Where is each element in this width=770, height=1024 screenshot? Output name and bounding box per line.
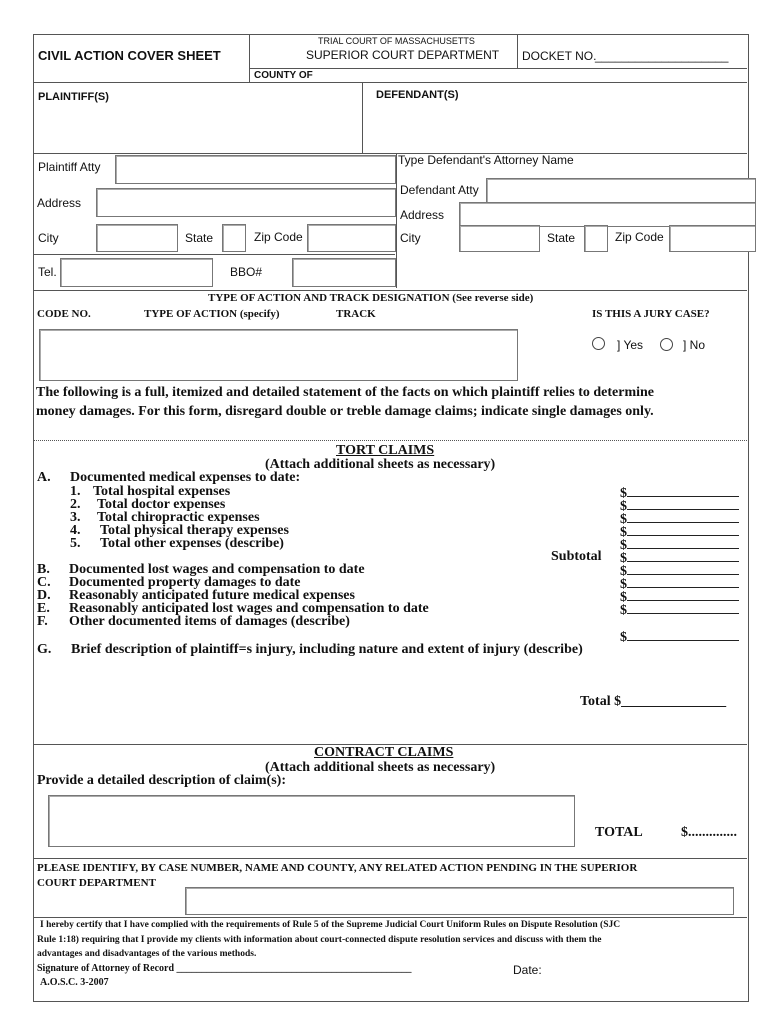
contract-total-value[interactable]: $.............. [681,825,737,840]
plaintiff-tel-label: Tel. [38,265,57,279]
track-label: TRACK [336,308,376,320]
amount-other[interactable]: $ [620,536,739,554]
header-divider-2 [517,34,518,68]
tort-item-num: 3. [70,510,81,525]
type-of-action-label: TYPE OF ACTION (specify) [144,308,280,320]
jury-question: IS THIS A JURY CASE? [592,308,710,320]
county-label: COUNTY OF [254,70,313,81]
tort-letter-text: Reasonably anticipated future medical expenses [69,588,355,603]
related-line-2: COURT DEPARTMENT [37,877,156,889]
defendant-zip-input[interactable] [669,225,756,252]
statement-line-2: money damages. For this form, disregard double or treble damage claims; indicate single damages only. [36,404,654,419]
tort-item-num: 4. [70,523,81,538]
contract-subtitle: (Attach additional sheets as necessary) [265,760,496,775]
related-action-input[interactable] [185,887,734,915]
tort-g-letter: G. [37,642,52,657]
tort-letter-text: Other documented items of damages (describe) [69,614,350,629]
defendant-address-label: Address [400,208,445,222]
tort-item-num: 2. [70,497,81,512]
header-divider-1 [249,34,250,82]
tort-letter-text: Documented lost wages and compensation to date [69,562,365,577]
tort-letter: F. [37,614,48,629]
contract-total-label: TOTAL [595,825,643,840]
defendant-atty-input[interactable] [486,178,756,204]
tort-a-text: Documented medical expenses to date: [70,470,301,485]
jury-yes-label: ] Yes [617,338,644,352]
plaintiff-zip-label: Zip Code [254,230,303,244]
form-title: CIVIL ACTION COVER SHEET [38,48,221,63]
signature-line[interactable]: Signature of Attorney of Record _______________________________________________ [37,963,412,974]
plaintiff-bbo-input[interactable] [292,258,396,287]
plaintiff-state-input[interactable] [222,224,246,252]
plaintiff-address-label: Address [37,196,82,210]
tort-letter-text: Reasonably anticipated lost wages and compensation to date [69,601,429,616]
contract-description-input[interactable] [48,795,575,847]
certify-top [33,917,747,918]
plaintiff-city-input[interactable] [96,224,178,252]
defendant-state-input[interactable] [584,225,608,252]
defendant-type-label: Type Defendant's Attorney Name [398,153,574,167]
docket-field[interactable]: ____________________ [595,49,729,63]
form-id: A.O.S.C. 3-2007 [40,977,109,988]
defendant-address-input[interactable] [459,202,756,227]
tort-total[interactable]: Total $_______________ [580,694,727,709]
plaintiff-atty-input[interactable] [115,155,396,184]
amount-physical-therapy[interactable]: $ [620,523,739,541]
plaintiff-zip-input[interactable] [307,224,396,252]
header-underline [249,68,747,69]
subtotal-label: Subtotal [551,549,602,564]
action-input[interactable] [39,329,518,381]
action-top [33,290,747,291]
tort-a-letter: A. [37,470,51,485]
parties-bottom [33,153,747,154]
jury-no-label: ] No [683,338,706,352]
header-bottom [33,82,747,83]
attorney-divider [396,153,397,288]
contract-title: CONTRACT CLAIMS [314,745,454,760]
tort-letter: E. [37,601,50,616]
amount-other-damages[interactable]: $ [620,628,739,646]
certify-line-3: advantages and disadvantages of the various methods. [37,949,257,959]
amount-lost-wages[interactable]: $ [620,562,739,580]
defendant-zip-label: Zip Code [615,230,664,244]
amount-property[interactable]: $ [620,575,739,593]
parties-divider [362,82,363,153]
jury-yes-radio[interactable] [592,337,605,350]
amount-chiropractic[interactable]: $ [620,510,739,528]
amount-future-medical[interactable]: $ [620,588,739,606]
date-label: Date: [513,963,542,977]
statement-line-1: The following is a full, itemized and detailed statement of the facts on which plaintiff relies to determine [36,385,655,400]
tort-item-text: Total chiropractic expenses [97,510,260,525]
amount-doctor[interactable]: $ [620,497,739,515]
amount-subtotal[interactable]: $ [620,549,739,567]
tort-item-num: 5. [70,536,81,551]
tort-item-text: Total hospital expenses [93,484,231,499]
jury-no-radio[interactable] [660,338,673,351]
action-heading: TYPE OF ACTION AND TRACK DESIGNATION (See reverse side) [208,292,534,304]
defendant-label: DEFENDANT(S) [376,89,459,101]
tort-letter: B. [37,562,50,577]
tort-item-text: Total other expenses (describe) [100,536,284,551]
tort-letter-text: Documented property damages to date [69,575,301,590]
contract-provide: Provide a detailed description of claim(s): [37,773,286,788]
statement-divider [33,440,747,441]
docket-label: DOCKET NO. [522,49,597,63]
amount-anticipated-wages[interactable]: $ [620,601,739,619]
plaintiff-state-label: State [185,231,214,245]
plaintiff-bbo-label: BBO# [230,265,263,279]
tort-item-num: 1. [70,484,81,499]
court-line-1: TRIAL COURT OF MASSACHUSETTS [318,36,475,46]
tort-item-text: Total physical therapy expenses [100,523,289,538]
code-no-label: CODE NO. [37,308,91,320]
tort-letter: C. [37,575,51,590]
plaintiff-atty-label: Plaintiff Atty [38,160,101,174]
tort-g-text: Brief description of plaintiff=s injury, including nature and extent of injury (describe) [71,642,583,657]
plaintiff-tel-rule [33,254,395,255]
tort-letter: D. [37,588,51,603]
amount-hospital[interactable]: $ [620,484,739,502]
tort-subtitle: (Attach additional sheets as necessary) [265,457,496,472]
plaintiff-label: PLAINTIFF(S) [38,91,109,103]
plaintiff-city-label: City [38,231,59,245]
related-top [33,858,747,859]
related-line-1: PLEASE IDENTIFY, BY CASE NUMBER, NAME AND COUNTY, ANY RELATED ACTION PENDING IN THE SUPERIOR [37,862,638,874]
defendant-city-label: City [400,231,421,245]
certify-line-2: Rule 1:18) requiring that I provide my clients with information about court-connected dispute resolution services and discuss with them the [37,935,602,945]
plaintiff-address-input[interactable] [96,188,396,217]
defendant-state-label: State [547,231,576,245]
defendant-city-input[interactable] [459,225,540,252]
tort-title: TORT CLAIMS [336,443,435,458]
defendant-atty-label: Defendant Atty [400,183,479,197]
certify-line-1: I hereby certify that I have complied with the requirements of Rule 5 of the Supreme Judicial Court Uniform Rules on Dispute Resolution (SJC [40,920,621,930]
court-line-2: SUPERIOR COURT DEPARTMENT [306,48,500,62]
tort-item-text: Total doctor expenses [97,497,226,512]
plaintiff-tel-input[interactable] [60,258,213,287]
